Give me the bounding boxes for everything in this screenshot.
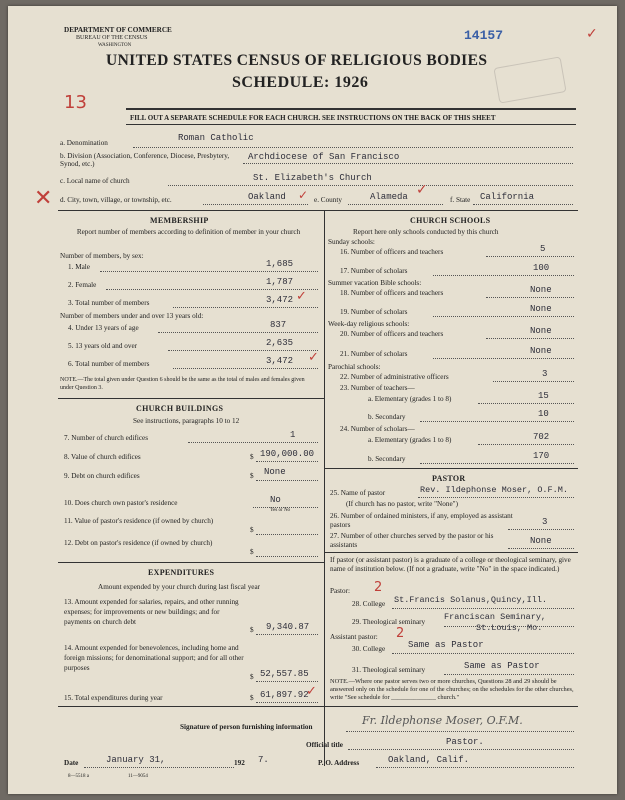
- q30-line: [392, 653, 574, 654]
- church-name-line: [168, 185, 573, 186]
- dollar-sign: $: [250, 453, 254, 461]
- q22-line: [493, 381, 574, 382]
- q28-value: St.Francis Solanus,Quincy,Ill.: [394, 595, 548, 605]
- schools-title: CHURCH SCHOOLS: [410, 216, 491, 225]
- q11-label: 11. Value of pastor's residence (if owned by church): [64, 517, 214, 525]
- membership-intro: Report number of members according to definition of member in your church: [76, 228, 301, 236]
- form-title: UNITED STATES CENSUS OF RELIGIOUS BODIES: [106, 52, 488, 69]
- po-address-value: Oakland, Calif.: [388, 755, 470, 765]
- denomination-value: Roman Catholic: [178, 133, 254, 143]
- check-mark: ✓: [296, 289, 307, 304]
- q31-value: Same as Pastor: [464, 661, 540, 671]
- q13-line: [256, 634, 318, 635]
- division-line: [243, 163, 573, 164]
- division-value: Archdiocese of San Francisco: [248, 152, 400, 162]
- state-value: California: [480, 192, 535, 202]
- form-instruction: FILL OUT A SEPARATE SCHEDULE FOR EACH CHURCH. SEE INSTRUCTIONS ON THE BACK OF THIS SHEET: [130, 114, 496, 122]
- q15-line: [256, 702, 318, 703]
- q23b-line: [420, 421, 574, 422]
- q28-line: [392, 608, 574, 609]
- q8-label: 8. Value of church edifices: [64, 453, 141, 461]
- q26-value: 3: [542, 517, 548, 527]
- q11-line: [256, 534, 318, 535]
- signature-label: Signature of person furnishing information: [180, 723, 313, 731]
- q23a-line: [478, 403, 574, 404]
- margin-note: 13: [64, 92, 87, 113]
- header-rule: [126, 108, 576, 110]
- q21-value: None: [530, 346, 552, 356]
- date-line: [84, 767, 234, 768]
- dollar-sign: $: [250, 548, 254, 556]
- q2-value: 1,787: [266, 277, 294, 287]
- q6-line: [173, 368, 318, 369]
- section-rule: [324, 468, 578, 469]
- q23b-label: b. Secondary: [368, 413, 406, 421]
- county-value: Alameda: [370, 192, 408, 202]
- q27-label: 27. Number of other churches served by the pastor or his assistants: [330, 532, 494, 549]
- red-mark: 2: [374, 580, 383, 595]
- q17-line: [433, 275, 574, 276]
- q24-label: 24. Number of scholars—: [340, 425, 415, 433]
- po-address-label: P. O. Address: [318, 759, 360, 767]
- q23b-value: 10: [538, 409, 549, 419]
- q25-value: Rev. Ildephonse Moser, O.F.M.: [420, 485, 568, 495]
- q10-value: No: [270, 495, 281, 505]
- dollar-sign: $: [250, 526, 254, 534]
- q23-label: 23. Number of teachers—: [340, 384, 415, 392]
- q10-label: 10. Does church own pastor's residence: [64, 499, 178, 507]
- q4-value: 837: [270, 320, 287, 330]
- q6-label: 6. Total number of members: [68, 360, 150, 368]
- q9-label: 9. Debt on church edifices: [64, 472, 140, 480]
- q1-line: [100, 271, 318, 272]
- signature-value: Fr. Ildephonse Moser, O.F.M.: [362, 714, 523, 727]
- q8-value: 190,000.00: [260, 449, 315, 459]
- q16-label: 16. Number of officers and teachers: [340, 248, 444, 256]
- expenditures-title: EXPENDITURES: [148, 568, 215, 577]
- county-line: [348, 204, 443, 205]
- q24b-label: b. Secondary: [368, 455, 406, 463]
- check-mark: ✓: [306, 684, 317, 699]
- official-title-line: [348, 749, 574, 750]
- q17-label: 17. Number of scholars: [340, 267, 408, 275]
- official-title-value: Pastor.: [446, 737, 484, 747]
- signature-line: [346, 731, 574, 732]
- denomination-label: a. Denomination: [60, 139, 108, 147]
- q29-value: Franciscan Seminary,: [444, 612, 547, 622]
- sunday-label: Sunday schools:: [328, 238, 375, 246]
- membership-note: NOTE.—The total given under Question 6 should be the same as the total of males and females given under Question 3.: [60, 377, 305, 391]
- section-rule: [58, 706, 578, 707]
- section-rule: [58, 562, 324, 563]
- q19-value: None: [530, 304, 552, 314]
- q20-line: [486, 338, 574, 339]
- q31-label: 31. Theological seminary: [352, 666, 426, 674]
- q20-label: 20. Number of officers and teachers: [340, 330, 444, 338]
- year-suffix: 7.: [258, 755, 269, 765]
- form-code-2: 11—9054: [128, 774, 148, 779]
- assistant-sub-label: Assistant pastor:: [330, 633, 378, 641]
- weekday-label: Week-day religious schools:: [328, 320, 410, 328]
- q24a-value: 702: [533, 432, 550, 442]
- year-prefix: 192: [234, 759, 245, 767]
- q22-label: 22. Number of administrative officers: [340, 373, 449, 381]
- parochial-label: Parochial schools:: [328, 363, 381, 371]
- q4-line: [158, 332, 318, 333]
- q3-label: 3. Total number of members: [68, 299, 150, 307]
- q29-label: 29. Theological seminary: [352, 618, 426, 626]
- q2-line: [106, 289, 318, 290]
- city-field-label: d. City, town, village, or township, etc.: [60, 196, 172, 204]
- buildings-title: CHURCH BUILDINGS: [136, 404, 224, 413]
- red-mark: 2: [396, 626, 405, 641]
- check-mark: ✓: [298, 188, 309, 202]
- q10-hint: Yes or No: [270, 508, 291, 513]
- bureau-label: BUREAU OF THE CENSUS: [76, 35, 148, 41]
- q4-label: 4. Under 13 years of age: [68, 324, 139, 332]
- check-mark: ✓: [416, 182, 428, 198]
- q25-label: 25. Name of pastor: [330, 489, 386, 497]
- q22-value: 3: [542, 369, 548, 379]
- q28-label: 28. College: [352, 600, 386, 608]
- q9-value: None: [264, 467, 286, 477]
- church-name-label: c. Local name of church: [60, 177, 130, 185]
- q12-label: 12. Debt on pastor's residence (if owned by church): [64, 539, 213, 547]
- q8-line: [256, 461, 318, 462]
- section-rule: [58, 210, 578, 211]
- section-rule: [58, 398, 324, 399]
- pastor-sub-label: Pastor:: [330, 587, 350, 595]
- graduate-note: If pastor (or assistant pastor) is a graduate of a college or theological seminary, give name of institution below. (If not a graduate, write "No" in the space indicated.): [330, 556, 571, 573]
- form-code: 8—5518 a: [68, 774, 89, 779]
- q31-line: [444, 674, 574, 675]
- q29-value-2: St.Louis, Mo.: [476, 623, 543, 633]
- state-line: [473, 204, 573, 205]
- buildings-intro: See instructions, paragraphs 10 to 12: [133, 417, 240, 425]
- q23a-value: 15: [538, 391, 549, 401]
- q24b-line: [420, 463, 574, 464]
- q14-label: 14. Amount expended for benevolences, including home and foreign missions; for denominational support; and for all other purposes: [64, 644, 244, 672]
- q30-value: Same as Pastor: [408, 640, 484, 650]
- q25-hint: (If church has no pastor, write "None"): [346, 500, 458, 508]
- q24a-label: a. Elementary (grades 1 to 8): [368, 436, 452, 444]
- q21-line: [433, 358, 574, 359]
- stamp-number: 14157: [464, 28, 504, 43]
- age-intro: Number of members under and over 13 years old:: [60, 312, 204, 320]
- q17-value: 100: [533, 263, 550, 273]
- church-name-value: St. Elizabeth's Church: [253, 173, 372, 183]
- city-label: WASHINGTON: [98, 43, 132, 48]
- q5-value: 2,635: [266, 338, 294, 348]
- q14-line: [256, 681, 318, 682]
- q23a-label: a. Elementary (grades 1 to 8): [368, 395, 452, 403]
- po-address-line: [376, 767, 574, 768]
- county-label: e. County: [314, 196, 342, 204]
- q26-label: 26. Number of ordained ministers, if any, employed as assistant pastors: [330, 512, 513, 529]
- dollar-sign: $: [250, 694, 254, 702]
- q21-label: 21. Number of scholars: [340, 350, 408, 358]
- official-title-label: Official title: [306, 741, 343, 749]
- q15-value: 61,897.92: [260, 690, 309, 700]
- by-sex-label: Number of members, by sex:: [60, 252, 144, 260]
- q25-line: [418, 497, 574, 498]
- q20-value: None: [530, 326, 552, 336]
- expenditures-intro: Amount expended by your church during last fiscal year: [98, 583, 261, 591]
- q18-value: None: [530, 285, 552, 295]
- q19-line: [433, 316, 574, 317]
- q13-label: 13. Amount expended for salaries, repairs, and other running expenses; for improvements or new buildings; and for payments on church debt: [64, 598, 239, 626]
- division-label: b. Division (Association, Conference, Diocese, Presbytery, Synod, etc.): [60, 152, 230, 168]
- schools-intro: Report here only schools conducted by this church: [353, 228, 499, 236]
- q18-line: [486, 297, 574, 298]
- dollar-sign: $: [250, 472, 254, 480]
- q19-label: 19. Number of scholars: [340, 308, 408, 316]
- check-mark: ✓: [308, 350, 319, 365]
- header-rule-2: [126, 124, 576, 125]
- dollar-sign: $: [250, 626, 254, 634]
- city-line: [203, 204, 308, 205]
- q16-value: 5: [540, 244, 546, 254]
- q26-line: [508, 529, 574, 530]
- received-stamp: [493, 56, 566, 103]
- schedule-title: SCHEDULE: 1926: [232, 74, 369, 91]
- q5-label: 5. 13 years old and over: [68, 342, 138, 350]
- q16-line: [486, 256, 574, 257]
- q1-value: 1,685: [266, 259, 294, 269]
- city-value: Oakland: [248, 192, 286, 202]
- q7-line: [188, 442, 318, 443]
- check-mark: ✓: [586, 26, 598, 42]
- q30-label: 30. College: [352, 645, 386, 653]
- membership-title: MEMBERSHIP: [150, 216, 209, 225]
- q3-line: [173, 307, 318, 308]
- red-mark: ✕: [34, 186, 53, 211]
- census-schedule-page: [8, 6, 617, 794]
- denomination-line: [133, 147, 573, 148]
- q14-value: 52,557.85: [260, 669, 309, 679]
- q9-line: [256, 480, 318, 481]
- dollar-sign: $: [250, 673, 254, 681]
- q3-value: 3,472: [266, 295, 294, 305]
- date-value: January 31,: [106, 755, 166, 765]
- q18-label: 18. Number of officers and teachers: [340, 289, 444, 297]
- pastor-note: NOTE.—Where one pastor serves two or more churches, Questions 28 and 29 should be answered only on the schedule for one of the churches; on the schedules for the other churches, write "See schedule for ______________ church.": [330, 678, 574, 701]
- q15-label: 15. Total expenditures during year: [64, 694, 163, 702]
- q1-label: 1. Male: [68, 263, 90, 271]
- q7-label: 7. Number of church edifices: [64, 434, 149, 442]
- q7-value: 1: [290, 430, 296, 440]
- column-divider: [324, 210, 325, 766]
- q27-value: None: [530, 536, 552, 546]
- q24a-line: [478, 444, 574, 445]
- q2-label: 2. Female: [68, 281, 97, 289]
- date-label: Date: [64, 759, 79, 767]
- q24b-value: 170: [533, 451, 550, 461]
- q27-line: [508, 548, 574, 549]
- dept-label: DEPARTMENT OF COMMERCE: [64, 26, 172, 34]
- q6-value: 3,472: [266, 356, 294, 366]
- q13-value: 9,340.87: [266, 622, 310, 632]
- q5-line: [168, 350, 318, 351]
- summer-label: Summer vacation Bible schools:: [328, 279, 422, 287]
- pastor-title: PASTOR: [432, 474, 466, 483]
- section-rule: [324, 552, 578, 553]
- q12-line: [256, 556, 318, 557]
- state-label: f. State: [450, 196, 471, 204]
